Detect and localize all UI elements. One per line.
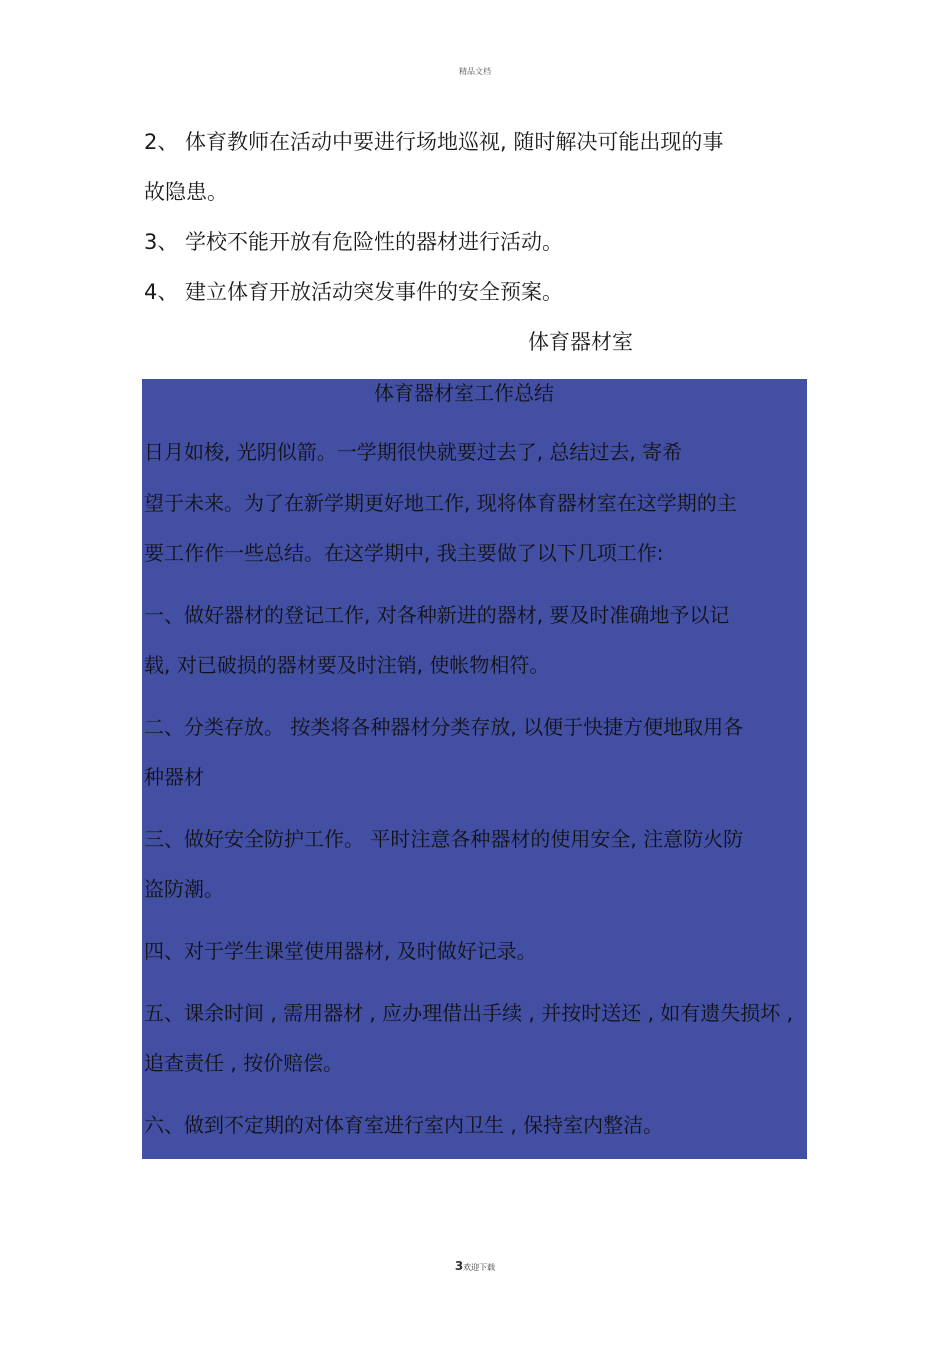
summary-line: 二、分类存放。 按类将各种器材分类存放, 以便于快捷方便地取用各: [144, 715, 744, 739]
summary-line: 望于未来。为了在新学期更好地工作, 现将体育器材室在这学期的主: [144, 491, 737, 515]
summary-title: 体育器材室工作总结: [374, 381, 554, 405]
summary-line: 追查责任 , 按价赔偿。: [144, 1051, 344, 1075]
header-watermark: 精品文档: [459, 67, 491, 76]
page-number: 3: [454, 1259, 464, 1273]
page-footer: [0, 1259, 950, 1273]
summary-line: 六、做到不定期的对体育室进行室内卫生 , 保持室内整洁。: [144, 1113, 664, 1137]
signature-department: 体育器材室: [528, 330, 633, 354]
intro-item-2-line-2: 故隐患。: [144, 180, 228, 204]
summary-section: [142, 379, 807, 1159]
intro-item-3: 3、 学校不能开放有危险性的器材进行活动。: [144, 230, 564, 254]
intro-item-4: 4、 建立体育开放活动突发事件的安全预案。: [144, 280, 564, 304]
summary-line: 日月如梭, 光阴似箭。一学期很快就要过去了, 总结过去, 寄希: [144, 440, 683, 464]
summary-line: 盗防潮。: [144, 877, 224, 901]
summary-line: 五、课余时间 , 需用器材 , 应办理借出手续 , 并按时送还 , 如有遗失损坏 ,: [144, 1001, 794, 1025]
summary-line: 一、做好器材的登记工作, 对各种新进的器材, 要及时准确地予以记: [144, 603, 730, 627]
intro-item-2-line-1: 2、 体育教师在活动中要进行场地巡视, 随时解决可能出现的事: [144, 130, 724, 154]
summary-line: 四、对于学生课堂使用器材, 及时做好记录。: [144, 939, 537, 963]
summary-line: 种器材: [144, 765, 204, 789]
summary-line: 要工作作一些总结。在这学期中, 我主要做了以下几项工作:: [144, 541, 664, 565]
footer-text: 欢迎下载: [463, 1263, 496, 1272]
summary-line: 三、做好安全防护工作。 平时注意各种器材的使用安全, 注意防火防: [144, 827, 744, 851]
summary-line: 载, 对已破损的器材要及时注销, 使帐物相符。: [144, 653, 550, 677]
